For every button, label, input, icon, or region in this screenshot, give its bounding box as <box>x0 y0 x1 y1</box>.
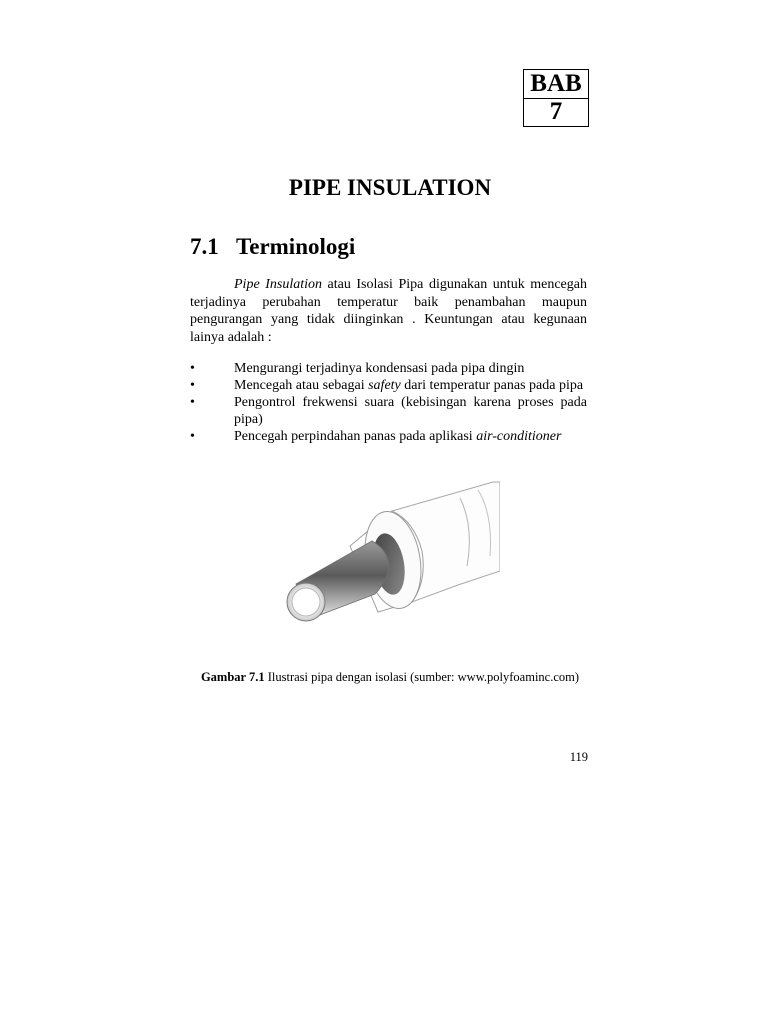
figure-caption <box>190 669 590 685</box>
chapter-title: PIPE INSULATION <box>288 175 492 200</box>
list-item <box>190 377 587 394</box>
list-item-italic: air-conditioner <box>476 429 562 444</box>
pipe-insulation-illustration <box>282 476 500 626</box>
chapter-label: BAB <box>524 70 588 99</box>
chapter-box <box>523 69 589 127</box>
intro-text: atau Isolasi Pipa digunakan untuk mencegah terjadinya perubahan temperatur baik penambahan maupun pengurangan yang tidak diinginkan . Keuntungan atau kegunaan lainya adalah : <box>190 277 587 345</box>
list-item-italic: safety <box>368 378 401 393</box>
section-heading <box>190 232 355 262</box>
pipe-bore <box>292 588 320 616</box>
section-number: 7.1 <box>190 234 219 259</box>
section-title: Terminologi <box>236 234 356 259</box>
caption-text: Ilustrasi pipa dengan isolasi (sumber: www.polyfoaminc.com) <box>264 670 580 684</box>
list-item-text-after: dari temperatur panas pada pipa <box>400 378 584 393</box>
page-number: 119 <box>569 750 588 764</box>
bullet-icon: • <box>190 378 195 393</box>
list-item <box>190 360 587 377</box>
intro-term: Pipe Insulation <box>234 277 322 292</box>
chapter-number: 7 <box>549 98 563 125</box>
bullet-icon: • <box>190 429 195 444</box>
list-item <box>190 428 587 445</box>
bullet-icon: • <box>190 361 195 376</box>
list-item-text: Pencegah perpindahan panas pada aplikasi <box>234 429 477 444</box>
list-item <box>190 394 587 428</box>
list-item-text: Pengontrol frekwensi suara (kebisingan karena proses pada pipa) <box>234 395 587 427</box>
intro-paragraph <box>190 276 587 346</box>
list-item-text: Mencegah atau sebagai <box>234 378 369 393</box>
benefits-list <box>190 360 587 445</box>
list-item-text: Mengurangi terjadinya kondensasi pada pipa dingin <box>234 361 525 376</box>
bullet-icon: • <box>190 395 195 410</box>
caption-label: Gambar 7.1 <box>200 670 265 684</box>
